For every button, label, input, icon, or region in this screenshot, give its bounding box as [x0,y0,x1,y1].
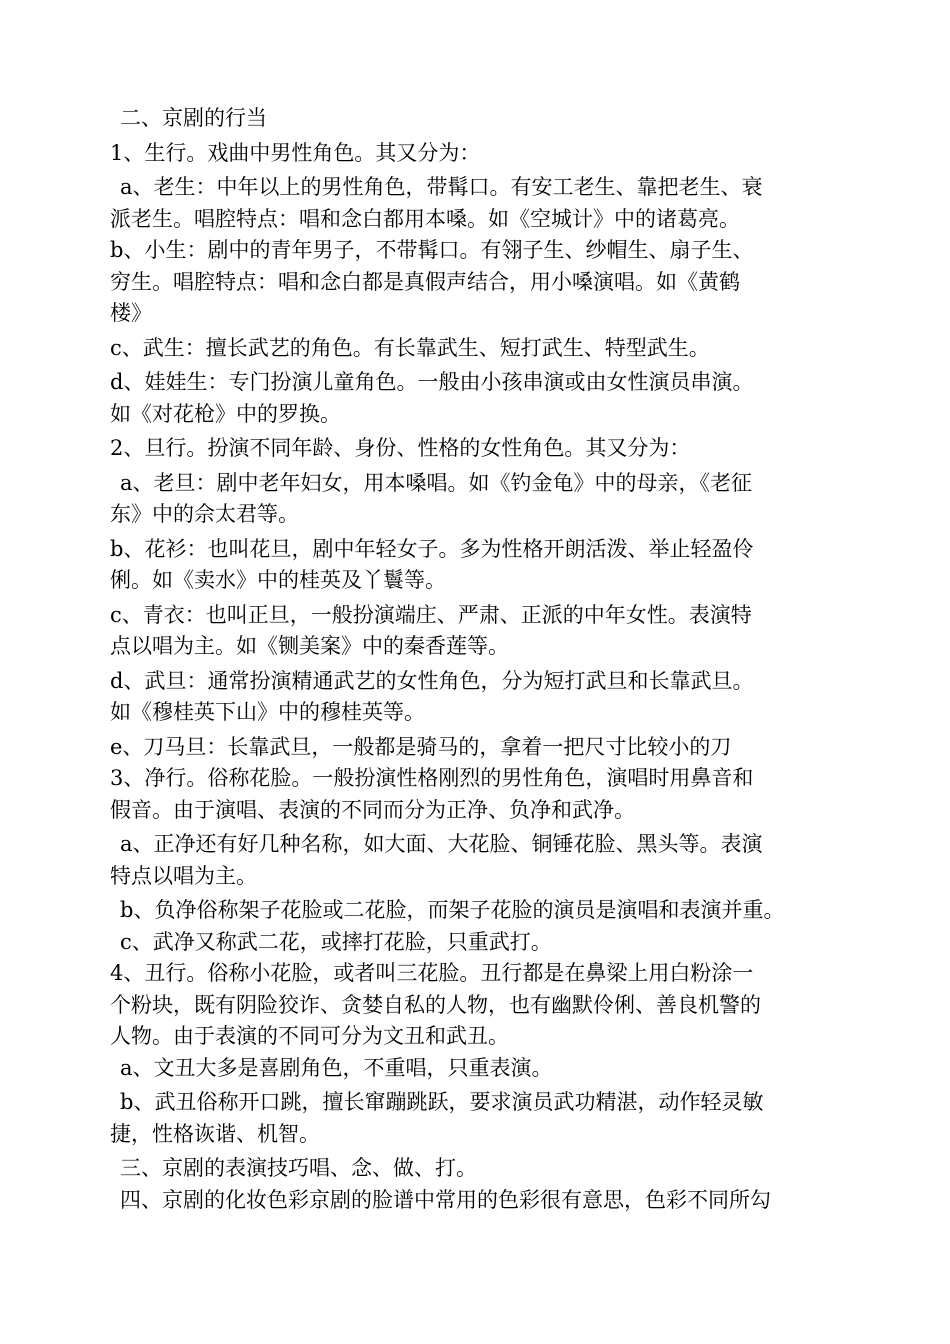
text-line: 捷，性格诙谐、机智。 [110,1121,320,1146]
text-line: 人物。由于表演的不同可分为文丑和武丑。 [110,1024,509,1048]
text-line: a、老生：中年以上的男性角色，带髯口。有安工老生、靠把老生、衰 [120,175,763,199]
text-line: d、娃娃生：专门扮演儿童角色。一般由小孩串演或由女性演员串演。 [110,370,754,394]
text-line: c、青衣：也叫正旦，一般扮演端庄、严肃、正派的中年女性。表演特 [110,602,752,627]
text-line: a、老旦：剧中老年妇女，用本嗓唱。如《钓金龟》中的母亲，《老征 [120,470,753,495]
text-line: 东》中的佘太君等。 [110,502,299,526]
text-line: d、武旦：通常扮演精通武艺的女性角色，分为短打武旦和长靠武旦。 [110,668,754,693]
text-line: 3、净行。俗称花脸。一般扮演性格刚烈的男性角色，演唱时用鼻音和 [110,766,754,790]
text-line: e、刀马旦：长靠武旦，一般都是骑马的，拿着一把尺寸比较小的刀 [110,734,732,759]
text-line: c、武生：擅长武艺的角色。有长靠武生、短打武生、特型武生。 [110,335,710,360]
text-line: 三、京剧的表演技巧唱、念、做、打。 [120,1156,477,1180]
text-line: 如《穆桂英下山》中的穆桂英等。 [110,700,425,724]
text-line: 穷生。唱腔特点：唱和念白都是真假声结合，用小嗓演唱。如《黄鹤 [110,269,740,294]
text-line: b、花衫：也叫花旦，剧中年轻女子。多为性格开朗活泼、举止轻盈伶 [110,536,754,561]
text-line: 4、丑行。俗称小花脸，或者叫三花脸。丑行都是在鼻梁上用白粉涂一 [110,961,754,985]
text-line: a、文丑大多是喜剧角色，不重唱，只重表演。 [120,1055,553,1080]
text-line: 四、京剧的化妆色彩京剧的脸谱中常用的色彩很有意思，色彩不同所勾 [120,1187,771,1212]
text-line: b、武丑俗称开口跳，擅长窜蹦跳跃，要求演员武功精湛，动作轻灵敏 [120,1090,764,1114]
text-line: 点以唱为主。如《铡美案》中的秦香莲等。 [110,634,509,658]
text-line: b、负净俗称架子花脸或二花脸，而架子花脸的演员是演唱和表演并重。 [120,898,785,922]
document-body [110,103,930,1216]
text-line: 如《对花枪》中的罗换。 [110,401,341,426]
text-line: 个粉块，既有阴险狡诈、贪婪自私的人物，也有幽默伶俐、善良机警的 [110,992,761,1017]
text-line: 二、京剧的行当 [120,106,267,130]
text-line: c、武净又称武二花，或摔打花脸，只重武打。 [120,929,552,954]
text-line: 楼》 [110,301,152,325]
text-line: 特点以唱为主。 [110,863,257,888]
text-line: a、正净还有好几种名称，如大面、大花脸、铜锤花脸、黑头等。表演 [120,832,763,856]
text-line: 俐。如《卖水》中的桂英及丫鬟等。 [110,568,446,592]
text-line: 2、旦行。扮演不同年龄、身份、性格的女性角色。其又分为： [110,436,691,460]
text-line: 派老生。唱腔特点：唱和念白都用本嗓。如《空城计》中的诸葛亮。 [110,206,740,231]
text-line: 1、生行。戏曲中男性角色。其又分为： [110,140,481,165]
text-line: 假音。由于演唱、表演的不同而分为正净、负净和武净。 [110,797,635,822]
text-line: b、小生：剧中的青年男子，不带髯口。有翎子生、纱帽生、扇子生、 [110,238,754,262]
